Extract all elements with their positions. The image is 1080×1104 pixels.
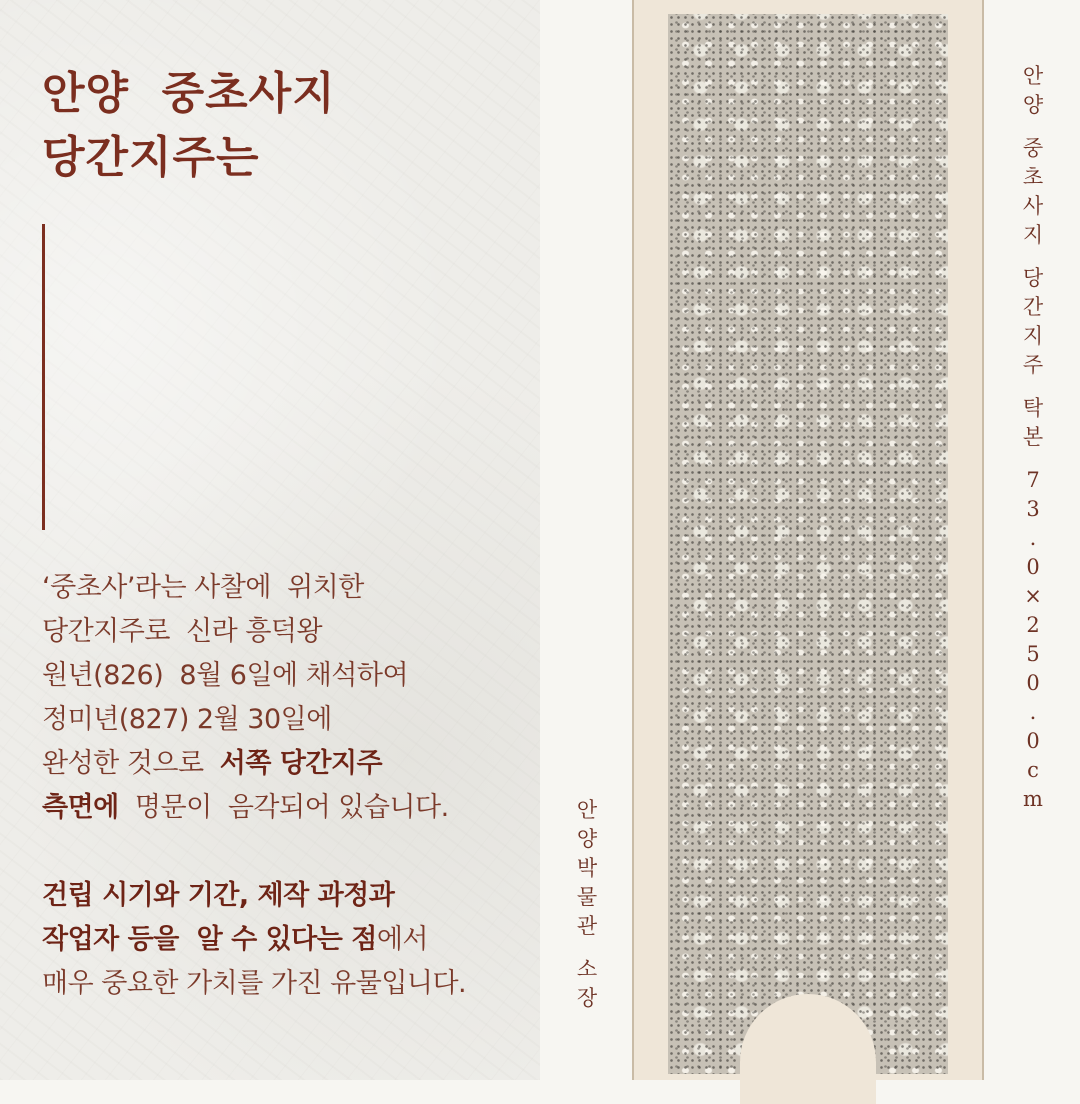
description-line (42, 918, 522, 962)
dimension-char: 7 (1026, 468, 1040, 492)
caption-char: 장 (576, 986, 598, 1010)
description-line: 당간지주로 신라 흥덕왕 (42, 616, 323, 647)
description-emphasis: 측면에 (42, 792, 119, 823)
description-fragment: 명문이 음각되어 있습니다. (118, 792, 449, 823)
accent-divider (42, 224, 45, 530)
caption-spacer (1016, 120, 1050, 134)
artifact-caption (1016, 62, 1050, 814)
caption-spacer (1016, 250, 1050, 264)
dimension-char: . (1029, 700, 1037, 724)
caption-spacer (1016, 380, 1050, 394)
caption-char: 주 (1022, 353, 1044, 377)
stone-rubbing-image (668, 14, 948, 1074)
description-fragment: 완성한 것으로 (42, 748, 220, 779)
text-panel (0, 0, 540, 1080)
description-fragment: 에서 (376, 924, 428, 955)
description-text (42, 566, 522, 1006)
caption-char: 안 (576, 798, 598, 822)
rubbing-arch-cutout (740, 994, 876, 1104)
description-emphasis: 서쪽 당간지주 (219, 748, 383, 779)
caption-char: 본 (1022, 425, 1044, 449)
description-line (42, 874, 522, 918)
description-line (42, 742, 522, 786)
dimension-char: 0 (1026, 555, 1040, 579)
description-line: 매우 중요한 가치를 가진 유물입니다. (42, 968, 467, 999)
caption-char: 지 (1022, 324, 1044, 348)
dimension-char: 5 (1026, 642, 1040, 666)
caption-char: 지 (1022, 223, 1044, 247)
caption-char: 양 (576, 827, 598, 851)
caption-char: 당 (1022, 266, 1044, 290)
page-title (42, 62, 336, 190)
description-line: ‘중초사’라는 사찰에 위치한 (42, 572, 364, 603)
description-line: 정미년(827) 2월 30일에 (42, 704, 332, 735)
caption-spacer (572, 941, 602, 955)
dimension-char: × (1024, 584, 1042, 608)
caption-char: 소 (576, 957, 598, 981)
caption-char: 물 (576, 885, 598, 909)
caption-char: 탁 (1022, 396, 1044, 420)
dimension-char: 2 (1026, 613, 1040, 637)
caption-char: 사 (1022, 194, 1044, 218)
caption-char: 박 (576, 856, 598, 880)
dimension-char: c (1027, 758, 1039, 782)
paragraph-gap (42, 830, 522, 874)
description-line (42, 786, 522, 830)
description-line: 원년(826) 8월 6일에 채석하여 (42, 660, 409, 691)
caption-spacer (1016, 452, 1050, 466)
caption-char: 관 (576, 914, 598, 938)
caption-char: 중 (1022, 136, 1044, 160)
caption-char: 안 (1022, 64, 1044, 88)
description-emphasis: 건립 시기와 기간, 제작 과정과 (42, 880, 395, 911)
dimension-char: . (1029, 526, 1037, 550)
dimension-char: 3 (1026, 497, 1040, 521)
caption-char: 간 (1022, 295, 1044, 319)
museum-collection-caption (572, 796, 602, 1013)
dimension-char: 0 (1026, 671, 1040, 695)
title-line-2: 당간지주는 (42, 132, 260, 183)
caption-char: 양 (1022, 93, 1044, 117)
dimension-char: m (1023, 787, 1043, 811)
description-emphasis: 작업자 등을 알 수 있다는 점 (42, 924, 377, 955)
dimension-char: 0 (1026, 729, 1040, 753)
rubbing-image-frame (632, 0, 984, 1080)
title-line-1: 안양 중초사지 (42, 68, 336, 119)
caption-char: 초 (1022, 165, 1044, 189)
